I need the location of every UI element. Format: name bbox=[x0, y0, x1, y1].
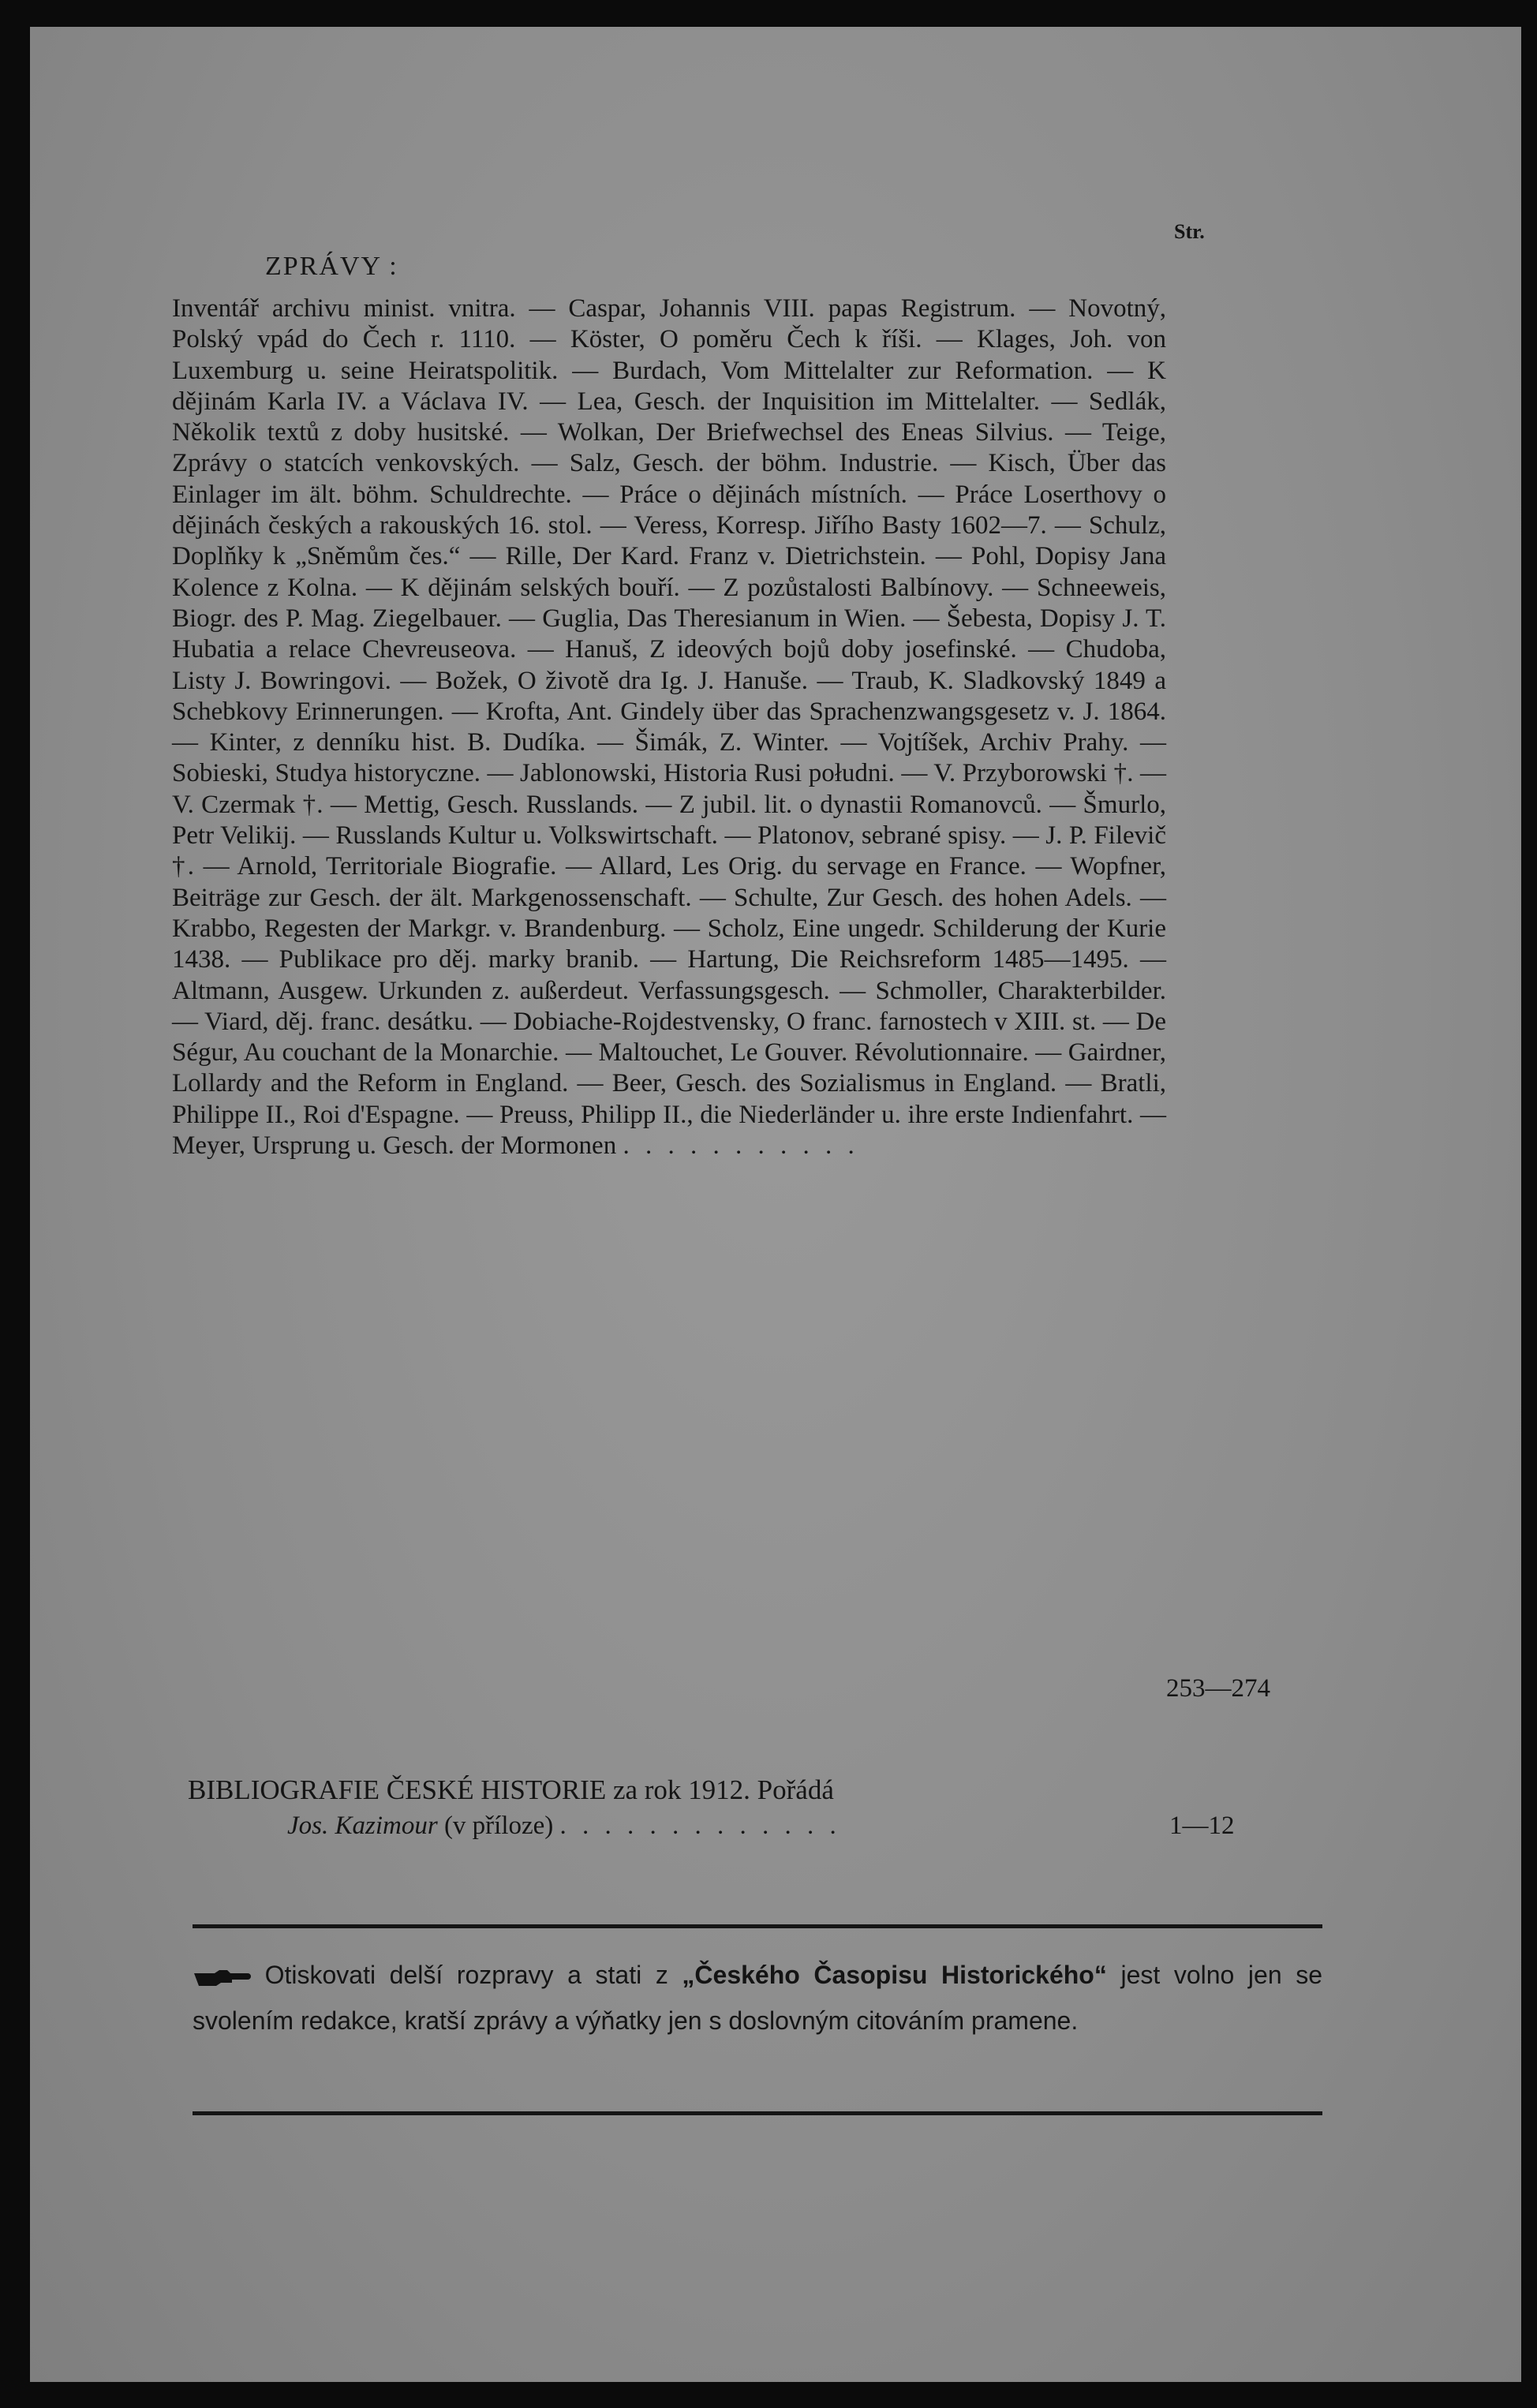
notice-suffix: jest volno jen se svolením redakce, kratší zprávy a výňatky jen s doslovným citováním pramene. bbox=[193, 1961, 1323, 2035]
top-rule-divider bbox=[193, 1924, 1322, 1928]
copyright-notice bbox=[193, 1952, 1322, 2043]
bibliografie-page-range: 1—12 bbox=[1169, 1812, 1235, 1840]
zpravy-page-range: 253—274 bbox=[1166, 1674, 1270, 1703]
notice-prefix: Otiskovati delší rozpravy a stati z bbox=[264, 1961, 668, 1989]
bottom-rule-divider bbox=[193, 2111, 1322, 2115]
document-page bbox=[30, 27, 1521, 2382]
bibliografie-author: Jos. Kazimour bbox=[287, 1812, 438, 1840]
bibliografie-note: (v příloze) bbox=[443, 1812, 554, 1840]
leader-dots: . . . . . . . . . . . . . bbox=[559, 1812, 841, 1840]
page-column-label: Str. bbox=[1174, 220, 1205, 243]
section-heading: ZPRÁVY : bbox=[265, 252, 398, 281]
notice-journal-name: „Českého Časopisu Historického“ bbox=[682, 1961, 1107, 1989]
bibliografie-title: BIBLIOGRAFIE ČESKÉ HISTORIE za rok 1912. Pořádá bbox=[188, 1774, 834, 1805]
pointing-hand-icon bbox=[193, 1969, 251, 1986]
leader-dots: . . . . . . . . . . . bbox=[623, 1131, 859, 1161]
zpravy-entries-text: Inventář archivu minist. vnitra. — Caspar, Johannis VIII. papas Registrum. — Novotný, Polský vpád do Čech r. 1110. — Köster, O poměru Čech k říši. — Klages, Joh. von Luxemburg u. seine Heiratspolitik. — Burdach, Vom Mittelalter zur Reformation. — K dějinám Karla IV. a Václava IV. — Lea, Gesch. der Inquisition im Mittelalter. — Sedlák, Několik textů z doby husitské. — Wolkan, Der Briefwechsel des Eneas Silvius. — Teige, Zprávy o statcích venkovských. — Salz, Gesch. der böhm. Industrie. — Kisch, Über das Einlager im ält. böhm. Schuldrechte. — Práce o dějinách místních. — Práce Loserthovy o dějinách českých a rakouských 16. stol. — Veress, Korresp. Jiřího Basty 1602—7. — Schulz, Doplňky k „Sněmům čes.“ — Rille, Der Kard. Franz v. Dietrichstein. — Pohl, Dopisy Jana Kolence z Kolna. — K dějinám selských bouří. — Z pozůstalosti Balbínovy. — Schneeweis, Biogr. des P. Mag. Ziegelbauer. — Guglia, Das Theresianum in Wien. — Šebesta, Dopisy J. T. Hubatia a relace Chevreuseova. — Hanuš, Z ideových bojů doby josefinské. — Chudoba, Listy J. Bowringovi. — Božek, O životě dra Ig. J. Hanuše. — Traub, K. Sladkovský 1849 a Schebkovy Erinnerungen. — Krofta, Ant. Gindely über das Sprachenzwangsgesetz v. J. 1864. — Kinter, z denníku hist. B. Dudíka. — Šimák, Z. Winter. — Vojtíšek, Archiv Prahy. — Sobieski, Studya historyczne. — Jablonowski, Historia Rusi południ. — V. Przyborowski †. — V. Czermak †. — Mettig, Gesch. Russlands. — Z jubil. lit. o dynastii Romanovců. — Šmurlo, Petr Velikij. — Russlands Kultur u. Volkswirtschaft. — Platonov, sebrané spisy. — J. P. Filevič †. — Arnold, Territoriale Biografie. — Allard, Les Orig. du servage en France. — Wopfner, Beiträge zur Gesch. der ält. Markgenossenschaft. — Schulte, Zur Gesch. des hohen Adels. — Krabbo, Regesten der Markgr. v. Brandenburg. — Scholz, Eine ungedr. Schilderung der Kurie 1438. — Publikace pro děj. marky branib. — Hartung, Die Reichsreform 1485—1495. — Altmann, Ausgew. Urkunden z. außerdeut. Verfassungsgesch. — Schmoller, Charakterbilder. — Viard, děj. franc. desátku. — Dobiache-Rojdestvensky, O franc. farnostech v XIII. st. — De Ségur, Au couchant de la Monarchie. — Maltouchet, Le Gouver. Révolutionnaire. — Gairdner, Lollardy and the Reform in England. — Beer, Gesch. des Sozialismus in England. — Bratli, Philippe II., Roi d'Espagne. — Preuss, Philipp II., die Niederländer u. ihre erste Indienfahrt. — Meyer, Ursprung u. Gesch. der Mormonen bbox=[172, 294, 1166, 1161]
zpravy-entries bbox=[172, 294, 1166, 1161]
bibliografie-credit bbox=[287, 1812, 1187, 1841]
